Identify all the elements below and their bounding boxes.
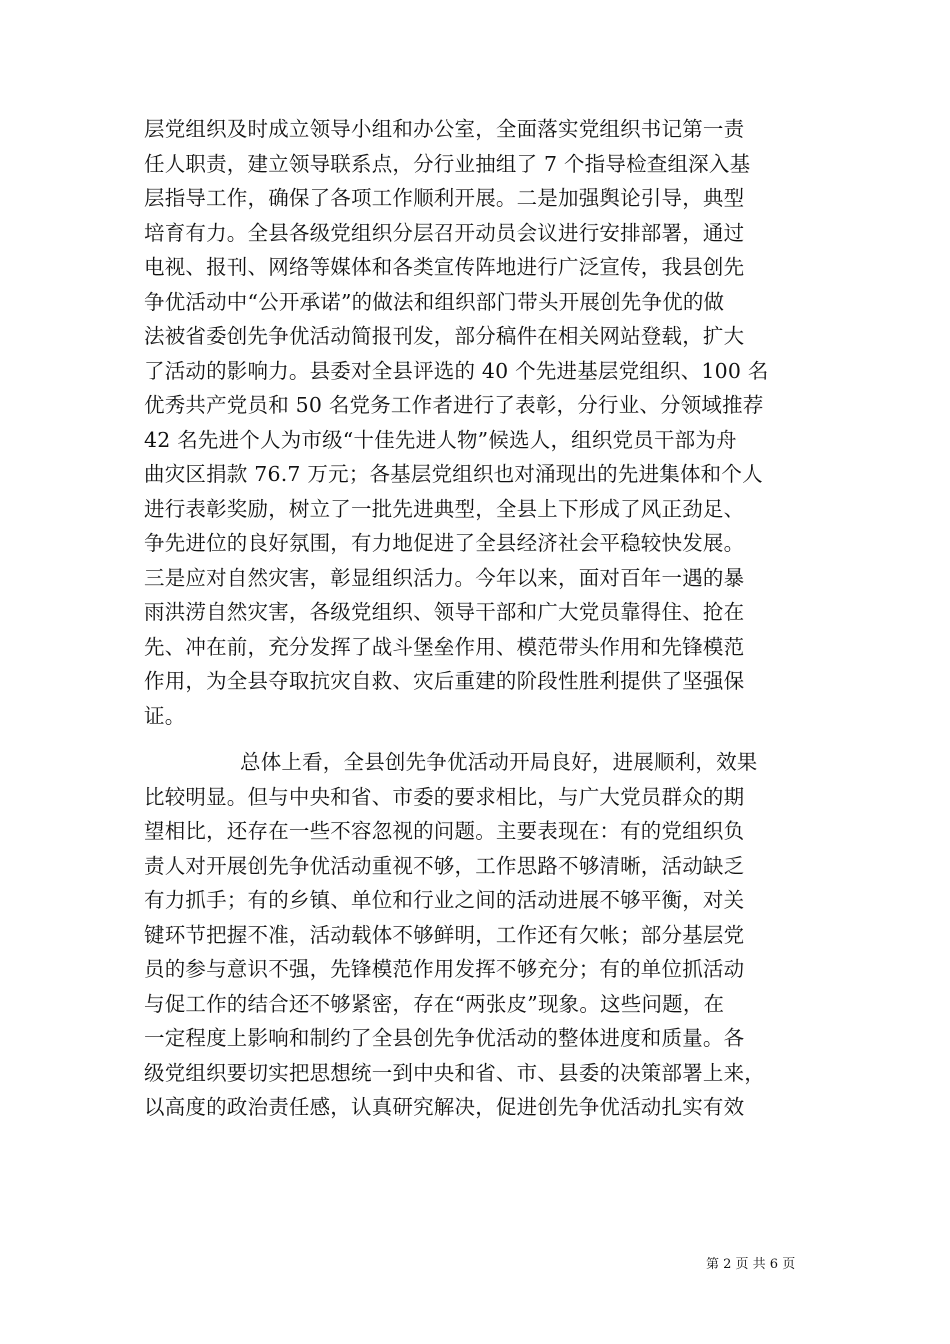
text-line: 以高度的政治责任感，认真研究解决，促进创先争优活动扎实有效 bbox=[144, 1095, 745, 1119]
text-line: 曲灾区捐款 76.7 万元；各基层党组织也对涌现出的先进集体和个人 bbox=[144, 462, 763, 486]
text-line: 电视、报刊、网络等媒体和各类宣传阵地进行广泛宣传，我县创先 bbox=[144, 255, 745, 279]
text-line: 键环节把握不准，活动载体不够鲜明，工作还有欠帐；部分基层党 bbox=[144, 922, 745, 947]
text-line: 层党组织及时成立领导小组和办公室，全面落实党组织书记第一责 bbox=[144, 117, 745, 141]
text-line: 比较明显。但与中央和省、市委的要求相比，与广大党员群众的期 bbox=[144, 784, 745, 809]
text-line: 与促工作的结合还不够紧密，存在“两张皮”现象。这些问题，在 bbox=[144, 991, 725, 1016]
text-line: 员的参与意识不强，先锋模范作用发挥不够充分；有的单位抓活动 bbox=[144, 957, 745, 981]
text-line-indented: 总体上看，全县创先争优活动开局良好，进展顺利，效果 bbox=[240, 750, 758, 774]
text-line: 证。 bbox=[144, 703, 186, 728]
text-line: 争先进位的良好氛围，有力地促进了全县经济社会平稳较快发展。 bbox=[144, 531, 745, 555]
body-text bbox=[144, 112, 814, 1125]
text-line: 一定程度上影响和制约了全县创先争优活动的整体进度和质量。各 bbox=[144, 1026, 745, 1050]
text-line: 层指导工作，确保了各项工作顺利开展。二是加强舆论引导，典型 bbox=[144, 186, 745, 210]
text-line: 责人对开展创先争优活动重视不够，工作思路不够清晰，活动缺乏 bbox=[144, 853, 745, 878]
paragraph-gap bbox=[144, 733, 814, 745]
text-line: 了活动的影响力。县委对全县评选的 40 个先进基层党组织、100 名 bbox=[144, 358, 769, 383]
paragraph-2 bbox=[144, 745, 814, 1125]
text-line: 优秀共产党员和 50 名党务工作者进行了表彰，分行业、分领域推荐 bbox=[144, 393, 764, 417]
text-line: 任人职责，建立领导联系点，分行业抽组了 7 个指导检查组深入基 bbox=[144, 151, 751, 176]
text-line: 培育有力。全县各级党组织分层召开动员会议进行安排部署，通过 bbox=[144, 220, 745, 245]
text-line: 先、冲在前，充分发挥了战斗堡垒作用、模范带头作用和先锋模范 bbox=[144, 634, 745, 659]
text-line: 望相比，还存在一些不容忽视的问题。主要表现在：有的党组织负 bbox=[144, 819, 745, 843]
text-line: 法被省委创先争优活动简报刊发，部分稿件在相关网站登载，扩大 bbox=[144, 324, 745, 348]
text-line: 级党组织要切实把思想统一到中央和省、市、县委的决策部署上来， bbox=[144, 1060, 765, 1085]
text-line: 争优活动中“公开承诺”的做法和组织部门带头开展创先争优的做 bbox=[144, 289, 725, 314]
page-number-footer: 第 2 页 共 6 页 bbox=[706, 1257, 796, 1272]
text-line: 三是应对自然灾害，彰显组织活力。今年以来，面对百年一遇的暴 bbox=[144, 565, 745, 590]
text-line: 作用，为全县夺取抗灾自救、灾后重建的阶段性胜利提供了坚强保 bbox=[144, 669, 745, 693]
text-line: 雨洪涝自然灾害，各级党组织、领导干部和广大党员靠得住、抢在 bbox=[144, 600, 745, 624]
text-line: 进行表彰奖励，树立了一批先进典型，全县上下形成了风正劲足、 bbox=[144, 496, 745, 521]
text-line: 42 名先进个人为市级“十佳先进人物”候选人，组织党员干部为舟 bbox=[144, 427, 737, 452]
text-line: 有力抓手；有的乡镇、单位和行业之间的活动进展不够平衡，对关 bbox=[144, 888, 745, 912]
paragraph-1 bbox=[144, 112, 814, 733]
